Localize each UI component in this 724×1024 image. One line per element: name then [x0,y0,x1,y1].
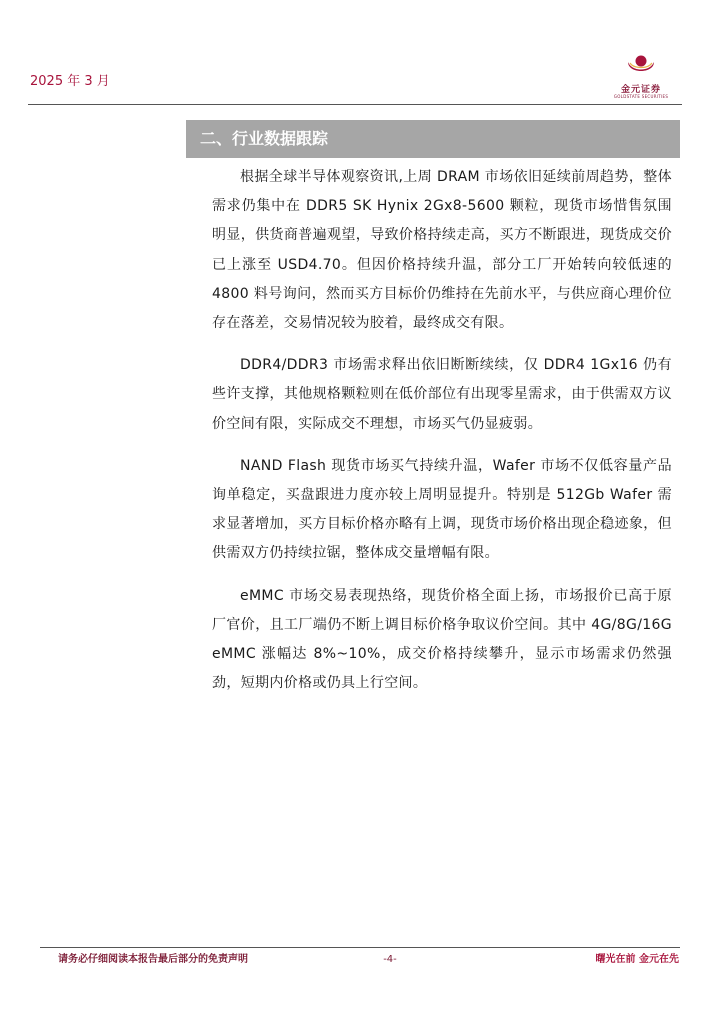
goldstate-logo-icon [626,52,656,80]
paragraph-emmc: eMMC 市场交易表现热络，现货价格全面上扬，市场报价已高于原厂官价，且工厂端仍不断上调目标价格争取议价空间。其中 4G/8G/16G eMMC 涨幅达 8%~10%，成交价格持续攀升，显示市场需求仍然强劲，短期内价格或仍具上行空间。 [212,587,672,692]
section-title: 二、行业数据跟踪 [186,120,680,158]
paragraph-nand-flash: NAND Flash 现货市场买气持续升温，Wafer 市场不仅低容量产品询单稳定，买盘跟进力度亦较上周明显提升。特别是 512Gb Wafer 需求显著增加，买方目标价格亦略有上调，现货市场价格出现企稳迹象，但供需双方仍持续拉锯，整体成交量增幅有限。 [212,457,672,562]
header-divider [28,104,682,105]
company-logo [606,52,676,104]
footer-slogan: 曙光在前 金元在先 [595,954,679,965]
logo-text-en: GOLDSTATE SECURITIES [613,94,669,99]
report-date: 2025 年 3 月 [30,74,110,89]
page-number: -4- [383,954,397,965]
footer-disclaimer: 请务必仔细阅读本报告最后部分的免责声明 [58,954,248,965]
paragraph-dram: 根据全球半导体观察资讯,上周 DRAM 市场依旧延续前周趋势，整体需求仍集中在 DDR5 SK Hynix 2Gx8-5600 颗粒，现货市场惜售氛围明显，供货商普遍观望，导致价格持续走高，买方不断跟进，现货成交价已上涨至 USD4.70。但因价格持续升温，部分工厂开始转向较低速的 4800 料号询问，然而买方目标价仍维持在先前水平，与供应商心理价位存在落差，交易情况较为胶着，最终成交有限。 [212,169,672,332]
logo-text-cn: 金元证券 [620,85,661,95]
paragraph-ddr4-ddr3: DDR4/DDR3 市场需求释出依旧断断续续，仅 DDR4 1Gx16 仍有些许支撑，其他规格颗粒则在低价部位有出现零星需求，由于供需双方议价空间有限，实际成交不理想，市场买气仍显疲弱。 [212,357,672,432]
footer-divider [40,947,680,948]
report-body [212,163,672,711]
